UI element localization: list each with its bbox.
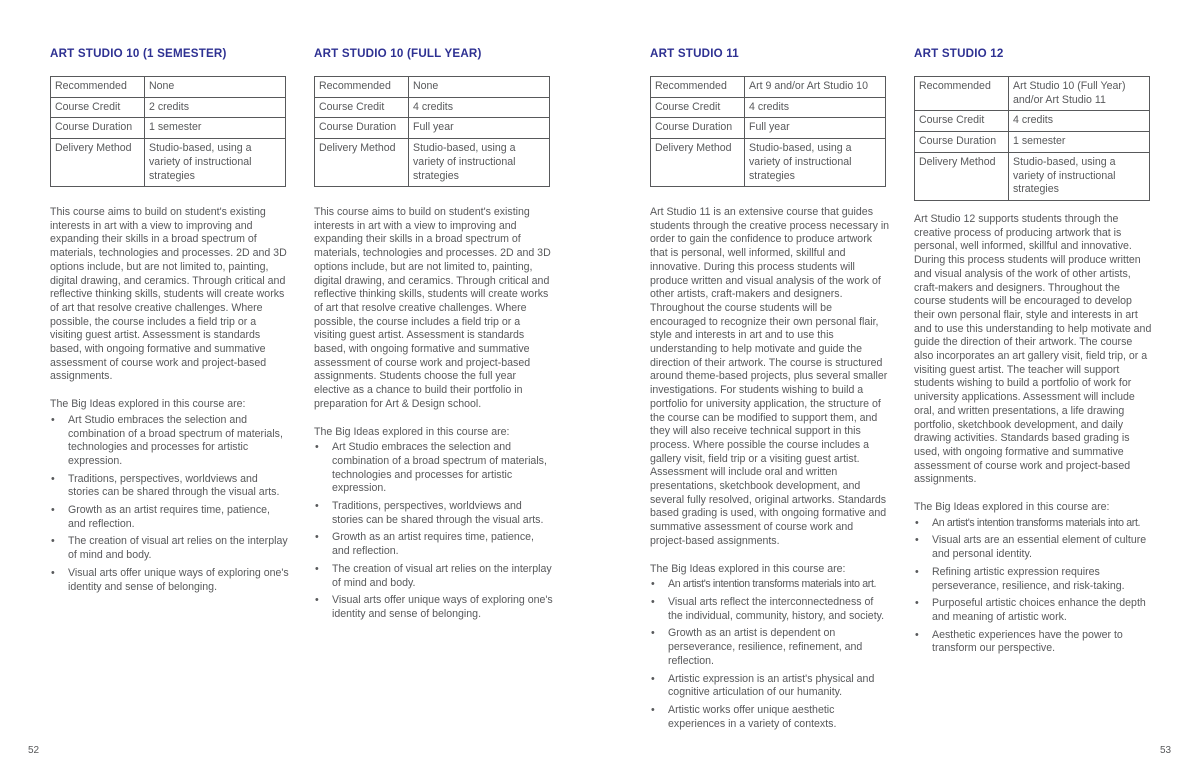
table-row xyxy=(915,152,1150,200)
delivery-method-value: Studio-based, using a variety of instructional strategies xyxy=(1009,152,1150,200)
list-item: • Artistic expression is an artist's physical and cognitive articulation of our humanity. xyxy=(650,673,890,700)
table-row xyxy=(315,97,550,118)
big-ideas-intro: The Big Ideas explored in this course are: xyxy=(650,562,846,575)
course-body xyxy=(650,206,890,735)
table-row xyxy=(315,118,550,139)
table-row xyxy=(915,132,1150,153)
list-item: • Art Studio embraces the selection and combination of a broad spectrum of materials, technologies and processes for artistic expression. xyxy=(314,441,554,496)
course-description: Art Studio 11 is an extensive course that guides students through the creative process necessary in order to gain the confidence to produce artwork that is personal, well informed, skillful and innovative. During this process students will produce written and visual analysis of the work of other artists, craft-makers and designers. Throughout the course students will be encouraged to recognize their own personal flair, style and interests in art and to use this understanding to help motivate and guide the direction of their artwork. The course is structured around theme-based projects, plus several smaller investigations. For students wishing to build a portfolio for university application, the structure of the course can be modified to support them, and they will also receive technical support in this process. Where possible the course includes a gallery visit, field trip or a visiting guest artist. Assessment will include oral and written presentations, sketchbook development, and several fully resolved, original artworks. Standards based grading is used, with ongoing formative and summative assessment of course work and project-based assignments. xyxy=(650,206,890,547)
recommended-value: None xyxy=(409,77,550,98)
delivery-method-label: Delivery Method xyxy=(51,139,145,187)
course-credit-value: 4 credits xyxy=(745,97,886,118)
page-number-right: 53 xyxy=(1160,745,1172,756)
table-row xyxy=(51,77,286,98)
table-row xyxy=(315,139,550,187)
list-item: • Purposeful artistic choices enhance the depth and meaning of artistic work. xyxy=(914,597,1154,624)
course-duration-value: 1 semester xyxy=(1009,132,1150,153)
list-item: • An artist's intention transforms materials into art. xyxy=(914,517,1154,531)
list-item: • Art Studio embraces the selection and combination of a broad spectrum of materials, technologies and processes for artistic expression. xyxy=(50,414,290,469)
course-title: ART STUDIO 10 (1 SEMESTER) xyxy=(50,47,227,60)
table-row xyxy=(51,118,286,139)
list-item: • Growth as an artist requires time, patience, and reflection. xyxy=(50,504,290,531)
table-row xyxy=(915,77,1150,111)
list-item: • Traditions, perspectives, worldviews and stories can be shared through the visual arts. xyxy=(314,500,554,527)
list-item: • Visual arts offer unique ways of exploring one's identity and sense of belonging. xyxy=(50,567,290,594)
delivery-method-value: Studio-based, using a variety of instructional strategies xyxy=(409,139,550,187)
list-item: • The creation of visual art relies on the interplay of mind and body. xyxy=(50,535,290,562)
table-row xyxy=(651,77,886,98)
recommended-label: Recommended xyxy=(51,77,145,98)
list-item: • Visual arts are an essential element of culture and personal identity. xyxy=(914,534,1154,561)
course-title: ART STUDIO 10 (FULL YEAR) xyxy=(314,47,482,60)
course-title: ART STUDIO 12 xyxy=(914,47,1004,60)
course-credit-value: 2 credits xyxy=(145,97,286,118)
table-row xyxy=(51,97,286,118)
course-description: This course aims to build on student's existing interests in art with a view to improving and expanding their skills in a broad spectrum of materials, technologies and processes. 2D and 3D options include, but are not limited to, painting, digital drawing, and ceramics. Through critical and reflective thinking skills, students will create works of art that resolve creative challenges. Where possible, the course includes a field trip or a visiting guest artist. Assessment is standards based, with ongoing formative and summative assessment of course work and project-based assignments. Students choose the full year elective as a chance to build their portfolio in preparation for Art & Design school. xyxy=(314,206,551,410)
list-item: • An artist's intention transforms materials into art. xyxy=(650,578,890,592)
big-ideas-intro: The Big Ideas explored in this course are: xyxy=(50,398,246,411)
course-duration-label: Course Duration xyxy=(315,118,409,139)
list-item: • Growth as an artist is dependent on perseverance, resilience, refinement, and reflection. xyxy=(650,627,890,668)
course-credit-value: 4 credits xyxy=(1009,111,1150,132)
recommended-label: Recommended xyxy=(315,77,409,98)
table-row xyxy=(651,118,886,139)
delivery-method-value: Studio-based, using a variety of instructional strategies xyxy=(145,139,286,187)
course-info-table xyxy=(650,76,886,187)
list-item: • Traditions, perspectives, worldviews and stories can be shared through the visual arts. xyxy=(50,473,290,500)
big-ideas-list xyxy=(314,441,554,621)
course-description: Art Studio 12 supports students through the creative process of producing artwork that is personal, well informed, skillful and innovative. During this process students will produce written and visual analysis of the work of other artists, craft-makers and designers. Throughout the course students will be encouraged to develop their own personal flair, style and interests in art and to use this understanding to help motivate and guide the direction of their artwork. The course also incorporates an art gallery visit, field trip, or a visiting guest artist. The teacher will support students wishing to build a portfolio of work for university applications. Assessment will include oral, and written presentations, a life drawing portfolio, sketchbook development, and daily drawing activities. Standards based grading is used, with ongoing formative and summative assessment of course work and project-based assignments. xyxy=(914,213,1152,486)
list-item: • The creation of visual art relies on the interplay of mind and body. xyxy=(314,563,554,590)
list-item: • Aesthetic experiences have the power to transform our perspective. xyxy=(914,629,1154,656)
list-item: • Visual arts offer unique ways of exploring one's identity and sense of belonging. xyxy=(314,594,554,621)
recommended-value: None xyxy=(145,77,286,98)
table-row xyxy=(651,97,886,118)
delivery-method-value: Studio-based, using a variety of instructional strategies xyxy=(745,139,886,187)
course-duration-value: Full year xyxy=(745,118,886,139)
list-item: • Growth as an artist requires time, patience, and reflection. xyxy=(314,531,554,558)
course-duration-value: Full year xyxy=(409,118,550,139)
course-credit-label: Course Credit xyxy=(915,111,1009,132)
recommended-value: Art 9 and/or Art Studio 10 xyxy=(745,77,886,98)
course-duration-value: 1 semester xyxy=(145,118,286,139)
big-ideas-list xyxy=(650,578,890,731)
big-ideas-intro: The Big Ideas explored in this course are: xyxy=(314,425,510,438)
delivery-method-label: Delivery Method xyxy=(315,139,409,187)
course-body xyxy=(50,206,290,598)
course-duration-label: Course Duration xyxy=(51,118,145,139)
course-body xyxy=(914,213,1154,660)
delivery-method-label: Delivery Method xyxy=(651,139,745,187)
course-description: This course aims to build on student's existing interests in art with a view to improving and expanding their skills in a broad spectrum of materials, technologies and processes. 2D and 3D options include, but are not limited to, painting, digital drawing, and ceramics. Through critical and reflective thinking skills, students will create works of art that resolve creative challenges. Where possible, the course includes a field trip or a visiting guest artist. Assessment is standards based, with ongoing formative and summative assessment of course work and project-based assignments. xyxy=(50,206,287,383)
course-title: ART STUDIO 11 xyxy=(650,47,739,60)
table-row xyxy=(51,139,286,187)
course-credit-label: Course Credit xyxy=(51,97,145,118)
recommended-label: Recommended xyxy=(915,77,1009,111)
recommended-label: Recommended xyxy=(651,77,745,98)
big-ideas-list xyxy=(914,517,1154,656)
course-duration-label: Course Duration xyxy=(915,132,1009,153)
course-info-table xyxy=(914,76,1150,201)
course-credit-label: Course Credit xyxy=(315,97,409,118)
course-credit-value: 4 credits xyxy=(409,97,550,118)
page-number-left: 52 xyxy=(28,745,40,756)
table-row xyxy=(651,139,886,187)
recommended-value: Art Studio 10 (Full Year) and/or Art Studio 11 xyxy=(1009,77,1150,111)
course-duration-label: Course Duration xyxy=(651,118,745,139)
table-row xyxy=(315,77,550,98)
list-item: • Artistic works offer unique aesthetic experiences in a variety of contexts. xyxy=(650,704,890,731)
list-item: • Refining artistic expression requires perseverance, resilience, and risk-taking. xyxy=(914,566,1154,593)
big-ideas-list xyxy=(50,414,290,594)
course-credit-label: Course Credit xyxy=(651,97,745,118)
course-info-table xyxy=(314,76,550,187)
course-body xyxy=(314,206,554,626)
table-row xyxy=(915,111,1150,132)
course-info-table xyxy=(50,76,286,187)
list-item: • Visual arts reflect the interconnectedness of the individual, community, history, and society. xyxy=(650,596,890,623)
big-ideas-intro: The Big Ideas explored in this course are: xyxy=(914,501,1110,514)
delivery-method-label: Delivery Method xyxy=(915,152,1009,200)
